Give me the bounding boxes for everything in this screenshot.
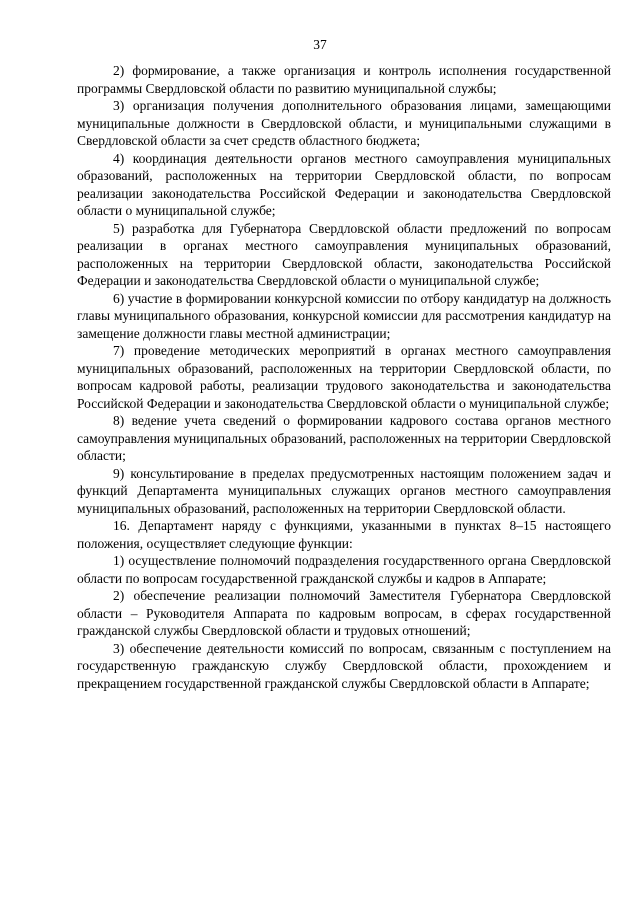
paragraph-item-9: 9) консультирование в пределах предусмотренных настоящим положением задач и функций Департамента муниципальных служащих органов местного самоуправления муниципальных образований, расположенных на территории Свердловской области. xyxy=(77,465,611,516)
paragraph-item-8: 8) ведение учета сведений о формировании кадрового состава органов местного самоуправления муниципальных образований, расположенных на территории Свердловской области; xyxy=(77,413,611,463)
paragraph-16-item-2: 2) обеспечение реализации полномочий Заместителя Губернатора Свердловской области – Руководителя Аппарата по кадровым вопросам, в сферах государственной гражданской службы Свердловской области и трудовых отношений; xyxy=(77,588,611,638)
paragraph-section-16: 16. Департамент наряду с функциями, указанными в пунктах 8–15 настоящего положения, осуществляет следующие функции: xyxy=(77,518,611,551)
page-number: 37 xyxy=(313,37,327,52)
paragraph-16-item-3: 3) обеспечение деятельности комиссий по вопросам, связанным с поступлением на государственную гражданскую службу Свердловской области, прохождением и прекращением государственной гражданской службы Свердловской области в Аппарате; xyxy=(77,640,611,691)
paragraph-item-2: 2) формирование, а также организация и контроль исполнения государственной программы Свердловской области по развитию муниципальной службы; xyxy=(77,63,611,96)
paragraph-item-4: 4) координация деятельности органов местного самоуправления муниципальных образований, расположенных на территории Свердловской области, по вопросам реализации законодательства Российской Федерации и законодательства Свердловской области о муниципальной службе; xyxy=(77,150,611,218)
paragraph-16-item-1: 1) осуществление полномочий подразделения государственного органа Свердловской области по вопросам государственной гражданской службы и кадров в Аппарате; xyxy=(77,553,611,586)
paragraph-item-6: 6) участие в формировании конкурсной комиссии по отбору кандидатур на должность главы муниципального образования, конкурсной комиссии для рассмотрения кандидатур на замещение должности главы местной администрации; xyxy=(77,290,611,341)
paragraph-item-5: 5) разработка для Губернатора Свердловской области предложений по вопросам реализации в органах местного самоуправления муниципальных образований, расположенных на территории Свердловской области, законодательства Российской Федерации и законодательства Свердловской области о муниципальной службе; xyxy=(77,220,611,288)
paragraph-item-3: 3) организация получения дополнительного образования лицами, замещающими муниципальные должности в Свердловской области, и муниципальными служащими в Свердловской области за счет средств областного бюджета; xyxy=(77,98,611,148)
document-body xyxy=(77,62,611,692)
paragraph-item-7: 7) проведение методических мероприятий в органах местного самоуправления муниципальных образований, расположенных на территории Свердловской области, по вопросам кадровой работы, реализации трудового законодательства и законодательства Российской Федерации и законодательства Свердловской области о муниципальной службе; xyxy=(77,343,611,411)
